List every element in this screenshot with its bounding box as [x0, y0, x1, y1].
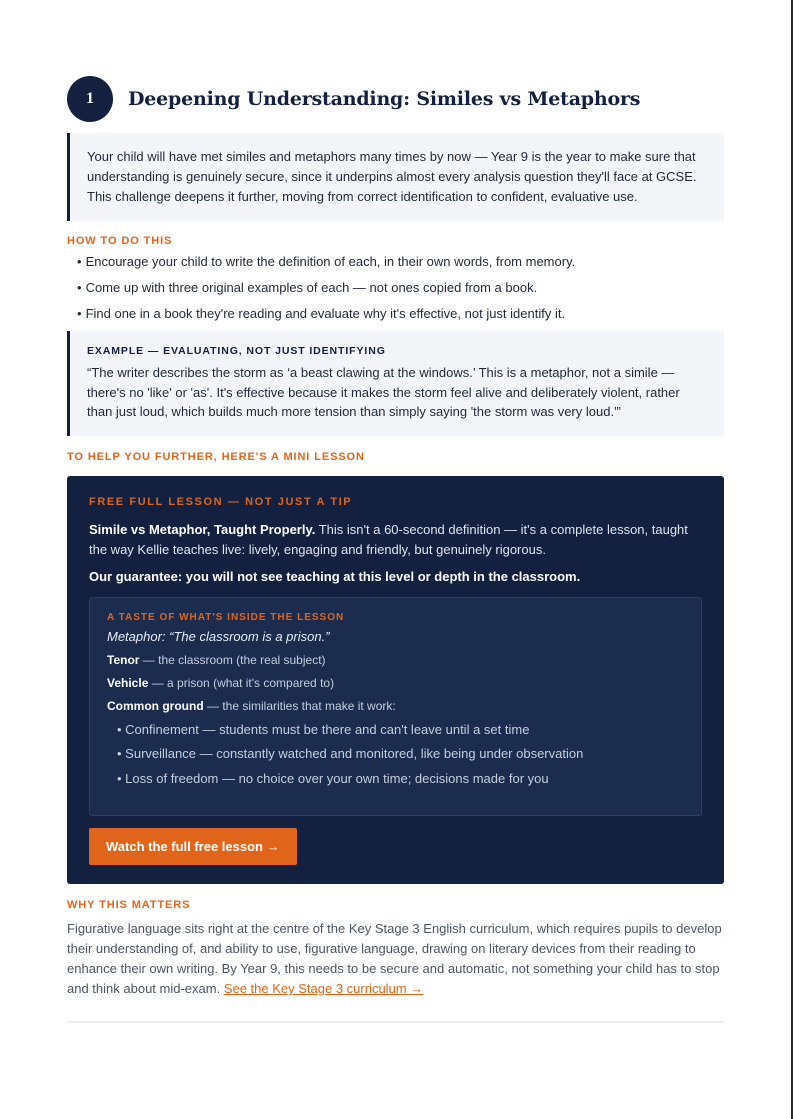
- bullet-icon: •: [117, 746, 126, 761]
- bullet-icon: •: [77, 306, 82, 321]
- list-item-text: Confinement — students must be there and can't leave until a set time: [125, 721, 530, 737]
- taste-label: A TASTE OF WHAT'S INSIDE THE LESSON: [107, 611, 345, 623]
- tenor-row: [107, 653, 684, 667]
- why-text: [67, 919, 724, 999]
- intro-callout: Your child will have met similes and metaphors many times by now — Year 9 is the year to make sure that understanding is genuinely secure, since it underpins almost every analysis question they'll face at GCSE. This challenge deepens it further, moving from correct identification to confident, evaluative use.: [67, 133, 724, 221]
- list-item-text: Surveillance — constantly watched and monitored, like being under observation: [125, 746, 584, 761]
- why-label: WHY THIS MATTERS: [67, 899, 191, 911]
- list-item: [77, 279, 724, 297]
- lesson-guarantee: Our guarantee: you will not see teaching at this level or depth in the classroom.: [89, 568, 581, 584]
- common-ground-row: [107, 699, 684, 713]
- bullet-icon: •: [117, 770, 126, 786]
- list-item: [117, 745, 684, 762]
- vehicle-row: [107, 676, 684, 690]
- list-item-text: Find one in a book they're reading and evaluate why it's effective, not just identify it.: [85, 306, 566, 321]
- watch-lesson-button[interactable]: Watch the full free lesson →: [89, 828, 297, 865]
- lesson-section: [67, 76, 724, 1023]
- tenor-definition: — the classroom (the real subject): [139, 652, 326, 667]
- why-paragraph: Figurative language sits right at the centre of the Key Stage 3 English curriculum, which requires pupils to develop their understanding of, and ability to use, figurative language, drawing on literary devices from their reading to enhance their own writing. By Year 9, this needs to be secure and automatic, not something your child has to stop and think about mid-exam.: [67, 921, 722, 996]
- tenor-term: Tenor: [107, 652, 140, 667]
- list-item-text: Encourage your child to write the definition of each, in their own words, from memory.: [85, 254, 576, 269]
- common-ground-term: Common ground: [107, 698, 204, 713]
- curriculum-link[interactable]: See the Key Stage 3 curriculum →: [223, 981, 424, 996]
- example-text: “The writer describes the storm as ‘a beast clawing at the windows.’ This is a metaphor, not a simile — there's no 'like' or 'as'. It's effective because it makes the storm feel alive and deliberately violent, rather than just loud, which builds much more tension than simply saying 'the storm was very loud.'”: [87, 365, 680, 419]
- taste-metaphor: Metaphor: “The classroom is a prison.”: [107, 628, 330, 644]
- list-item-text: Loss of freedom — no choice over your own time; decisions made for you: [125, 770, 549, 786]
- how-to-list: [77, 253, 724, 323]
- list-item-text: Come up with three original examples of each — not ones copied from a book.: [85, 280, 538, 295]
- common-ground-definition: — the similarities that make it work:: [203, 698, 396, 713]
- how-to-label: HOW TO DO THIS: [67, 235, 173, 247]
- list-item: [77, 253, 724, 271]
- vehicle-term: Vehicle: [107, 675, 149, 690]
- lesson-description-text: This isn't a 60-second definition — it's a complete lesson, taught the way Kellie teaches live: lively, engaging and friendly, but genuinely rigorous.: [89, 521, 688, 557]
- step-number-badge: 1: [67, 76, 113, 122]
- section-heading: [67, 76, 724, 122]
- list-item: [117, 770, 684, 787]
- example-callout: [67, 331, 724, 436]
- section-divider: [67, 1021, 724, 1023]
- common-ground-list: [117, 721, 684, 787]
- lesson-lead: Simile vs Metaphor, Taught Properly.: [89, 521, 316, 537]
- mini-lesson-label: TO HELP YOU FURTHER, HERE'S A MINI LESSON: [67, 450, 365, 463]
- lesson-description: [89, 520, 702, 560]
- lesson-kicker: FREE FULL LESSON — NOT JUST A TIP: [89, 495, 353, 508]
- lesson-taste-panel: [89, 597, 702, 817]
- bullet-icon: •: [77, 254, 82, 269]
- example-label: EXAMPLE — EVALUATING, NOT JUST IDENTIFYING: [87, 345, 386, 357]
- list-item: [117, 721, 684, 738]
- bullet-icon: •: [77, 280, 82, 295]
- mini-lesson-card: [67, 476, 724, 885]
- bullet-icon: •: [117, 721, 126, 737]
- section-title: Deepening Understanding: Similes vs Metaphors: [128, 88, 641, 110]
- vehicle-definition: — a prison (what it's compared to): [148, 675, 335, 690]
- list-item: [77, 305, 724, 323]
